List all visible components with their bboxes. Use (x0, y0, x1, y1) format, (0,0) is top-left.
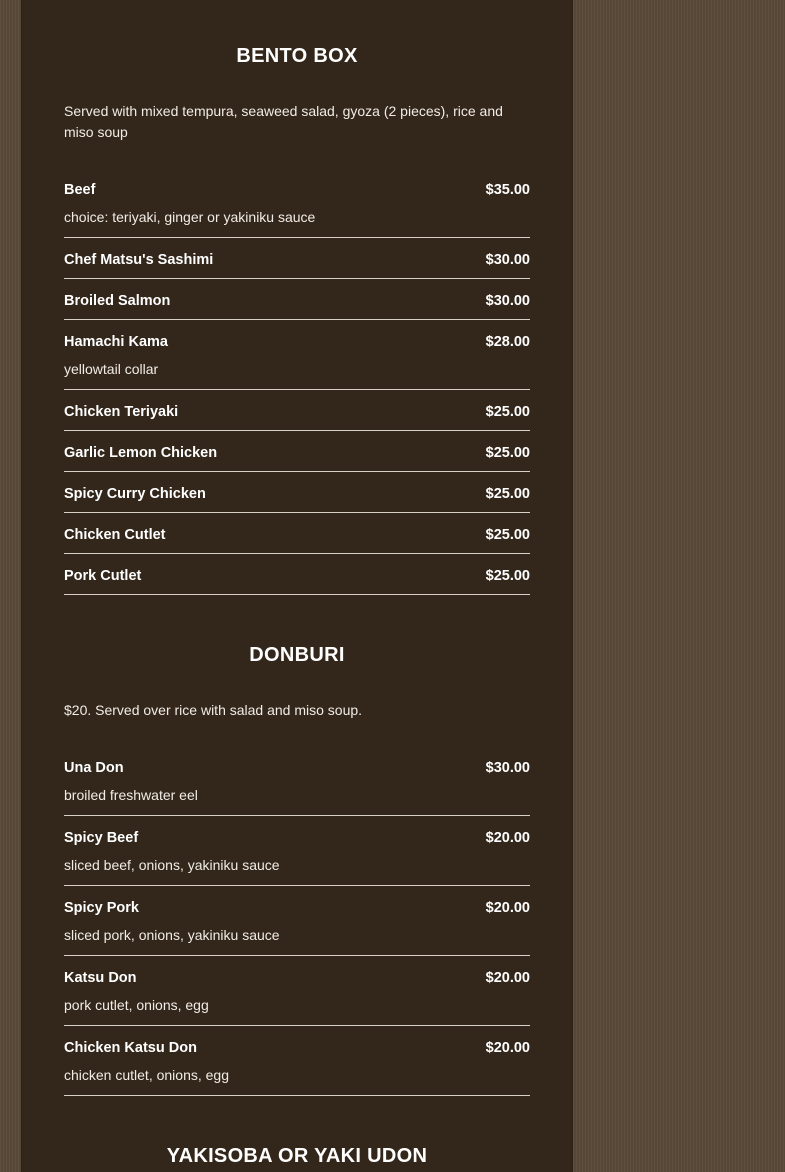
item-price: $20.00 (485, 970, 530, 986)
item-name: Chef Matsu's Sashimi (64, 252, 214, 268)
item-name: Spicy Beef (64, 830, 139, 846)
item-description: broiled freshwater eel (64, 787, 198, 803)
menu-item-hamachi-kama (64, 332, 530, 390)
item-price: $25.00 (485, 486, 530, 502)
item-name: Spicy Curry Chicken (64, 486, 206, 502)
item-name: Broiled Salmon (64, 293, 171, 309)
item-price: $35.00 (485, 182, 530, 198)
section-title-yakisoba-or-yaki-udon: YAKISOBA OR YAKI UDON (166, 1145, 428, 1167)
item-name: Garlic Lemon Chicken (64, 445, 218, 461)
section-description-bento-box: Served with mixed tempura, seaweed salad, gyoza (2 pieces), rice and miso soup (64, 103, 503, 140)
menu-item-chicken-teriyaki (64, 402, 530, 431)
menu-item-pork-cutlet (64, 566, 530, 595)
item-price: $20.00 (485, 900, 530, 916)
item-description: chicken cutlet, onions, egg (64, 1067, 229, 1083)
menu-item-una-don (64, 758, 530, 816)
menu-item-chicken-cutlet (64, 525, 530, 554)
item-name: Pork Cutlet (64, 568, 142, 584)
item-name: Katsu Don (64, 970, 137, 986)
item-description: choice: teriyaki, ginger or yakiniku sauce (64, 209, 316, 225)
menu-panel (21, 0, 573, 1172)
menu-item-spicy-curry-chicken (64, 484, 530, 513)
item-price: $20.00 (485, 1040, 530, 1056)
item-price: $30.00 (485, 760, 530, 776)
menu-item-broiled-salmon (64, 291, 530, 320)
menu-item-spicy-pork (64, 898, 530, 956)
item-price: $25.00 (485, 404, 530, 420)
item-name: Hamachi Kama (64, 334, 168, 350)
item-description: pork cutlet, onions, egg (64, 997, 209, 1013)
item-price: $25.00 (485, 445, 530, 461)
section-description-donburi: $20. Served over rice with salad and miso soup. (64, 702, 363, 718)
item-price: $28.00 (485, 334, 530, 350)
item-price: $25.00 (485, 568, 530, 584)
item-name: Una Don (64, 760, 124, 776)
item-name: Beef (64, 182, 96, 198)
item-description: sliced pork, onions, yakiniku sauce (64, 927, 280, 943)
menu-item-chicken-katsu-don (64, 1038, 530, 1096)
item-price: $30.00 (485, 252, 530, 268)
item-name: Chicken Cutlet (64, 527, 166, 543)
item-name: Chicken Katsu Don (64, 1040, 197, 1056)
section-title-bento-box: BENTO BOX (236, 45, 358, 67)
item-description: sliced beef, onions, yakiniku sauce (64, 857, 280, 873)
item-description: yellowtail collar (64, 361, 159, 377)
item-price: $25.00 (485, 527, 530, 543)
menu-item-spicy-beef (64, 828, 530, 886)
menu-item-chef-matsus-sashimi (64, 250, 530, 279)
section-title-donburi: DONBURI (249, 644, 345, 666)
menu-item-beef (64, 180, 530, 238)
item-price: $30.00 (485, 293, 530, 309)
item-name: Chicken Teriyaki (64, 404, 179, 420)
item-name: Spicy Pork (64, 900, 139, 916)
menu-item-katsu-don (64, 968, 530, 1026)
item-price: $20.00 (485, 830, 530, 846)
menu-item-garlic-lemon-chicken (64, 443, 530, 472)
